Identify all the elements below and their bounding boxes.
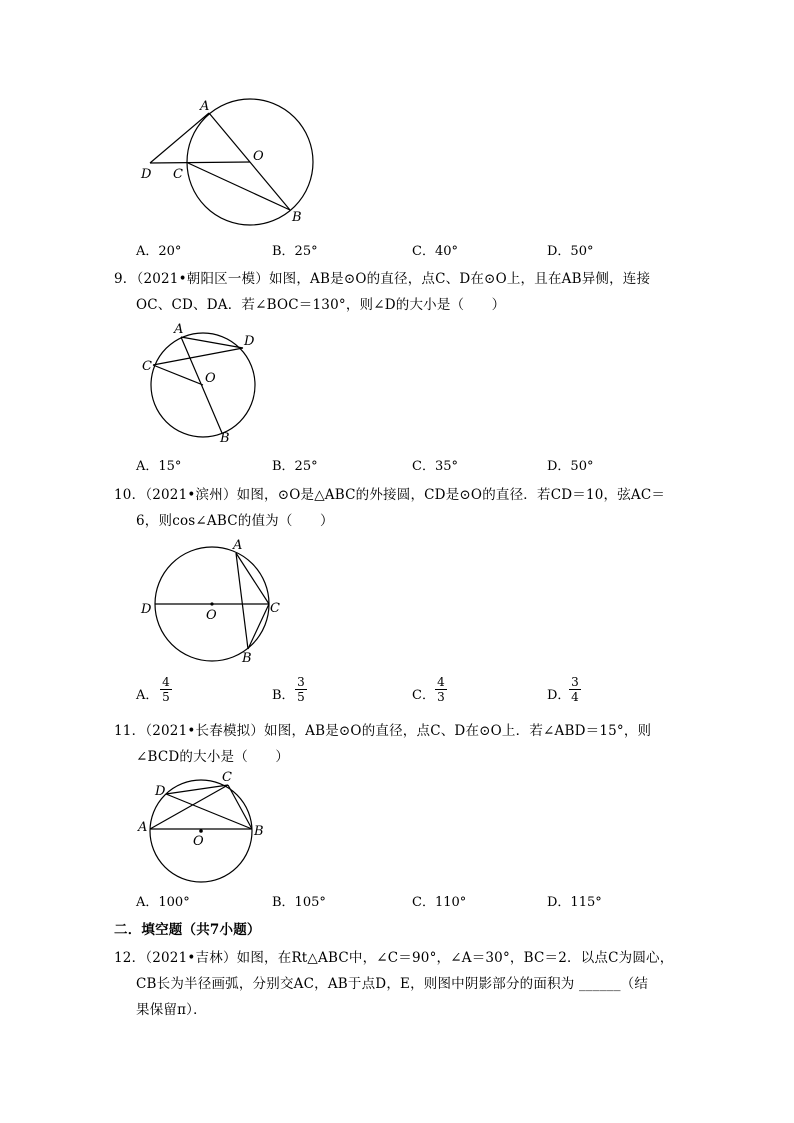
q10-option-d-den: 4 bbox=[569, 689, 581, 704]
q8-label-C: C bbox=[173, 167, 183, 182]
q11-line-DB bbox=[166, 794, 252, 829]
section-heading-fill-in: 二．填空题（共7小题） bbox=[114, 922, 261, 938]
q10-option-a-den: 5 bbox=[160, 689, 172, 704]
q9-text-line2: OC、CD、DA．若∠BOC＝130°，则∠D的大小是（ ） bbox=[136, 297, 506, 313]
q10-label-B: B bbox=[242, 651, 252, 666]
q11-option-b: B．105° bbox=[272, 895, 326, 910]
q9-option-a: A．15° bbox=[136, 459, 182, 474]
q11-option-c: C．110° bbox=[412, 895, 467, 910]
q10-text-line1: 10．（2021•滨州）如图，⊙O是△ABC的外接圆，CD是⊙O的直径．若CD＝10，弦AC＝ bbox=[114, 487, 666, 503]
q9-label-B: B bbox=[220, 431, 230, 446]
q10-label-O: O bbox=[206, 608, 217, 623]
q9-label-O: O bbox=[205, 371, 216, 386]
q10-option-c-num: 4 bbox=[437, 675, 445, 689]
q8-option-b: B．25° bbox=[272, 244, 318, 259]
q11-label-O: O bbox=[193, 834, 204, 849]
q10-option-a-letter: A． bbox=[136, 688, 159, 703]
q8-option-d: D．50° bbox=[547, 244, 594, 259]
q11-option-a: A．100° bbox=[136, 895, 190, 910]
q10-option-a-num: 4 bbox=[162, 675, 170, 689]
q10-option-d-letter: D． bbox=[547, 688, 571, 703]
q12-text-line1: 12．（2021•吉林）如图，在Rt△ABC中，∠C＝90°，∠A＝30°，BC＝2．以点C为圆心， bbox=[114, 950, 674, 966]
q11-label-D: D bbox=[155, 784, 166, 799]
q10-label-D: D bbox=[141, 602, 152, 617]
q10-label-A: A bbox=[233, 538, 243, 553]
q10-option-b-den: 5 bbox=[295, 689, 307, 704]
q11-center-dot bbox=[199, 829, 203, 833]
q11-text-line1: 11．（2021•长春模拟）如图，AB是⊙O的直径，点C、D在⊙O上．若∠ABD＝15°，则 bbox=[114, 723, 652, 739]
q9-text-line1: 9．（2021•朝阳区一模）如图，AB是⊙O的直径，点C、D在⊙O上，且在AB异侧，连接 bbox=[114, 271, 651, 287]
q8-label-A: A bbox=[200, 99, 210, 114]
q8-label-O: O bbox=[253, 149, 264, 164]
q10-option-c-letter: C． bbox=[412, 688, 435, 703]
q8-label-B: B bbox=[292, 210, 302, 225]
q11-line-CB bbox=[228, 785, 252, 829]
q9-label-C: C bbox=[142, 359, 152, 374]
q11-text-line2: ∠BCD的大小是（ ） bbox=[136, 749, 290, 765]
q11-label-A: A bbox=[138, 820, 148, 835]
q9-label-A: A bbox=[174, 322, 184, 337]
q10-label-C: C bbox=[270, 601, 280, 616]
q8-option-c: C．40° bbox=[412, 244, 458, 259]
q9-option-b: B．25° bbox=[272, 459, 318, 474]
q12-text-line2: CB长为半径画弧，分别交AC，AB于点D，E，则图中阴影部分的面积为 ______（结 bbox=[136, 976, 649, 992]
q9-option-d: D．50° bbox=[547, 459, 594, 474]
q12-text-line3: 果保留π）． bbox=[136, 1002, 207, 1018]
q10-option-d-num: 3 bbox=[571, 675, 579, 689]
q10-option-b-num: 3 bbox=[297, 675, 305, 689]
q9-label-D: D bbox=[244, 334, 255, 349]
q10-option-c-den: 3 bbox=[435, 689, 447, 704]
q8-option-a: A．20° bbox=[136, 244, 182, 259]
q11-option-d: D．115° bbox=[547, 895, 602, 910]
q9-option-c: C．35° bbox=[412, 459, 458, 474]
q10-text-line2: 6，则cos∠ABC的值为（ ） bbox=[136, 513, 334, 529]
q10-option-b-letter: B． bbox=[272, 688, 295, 703]
q8-label-D: D bbox=[141, 167, 152, 182]
q11-label-C: C bbox=[222, 770, 232, 785]
q11-label-B: B bbox=[254, 824, 264, 839]
